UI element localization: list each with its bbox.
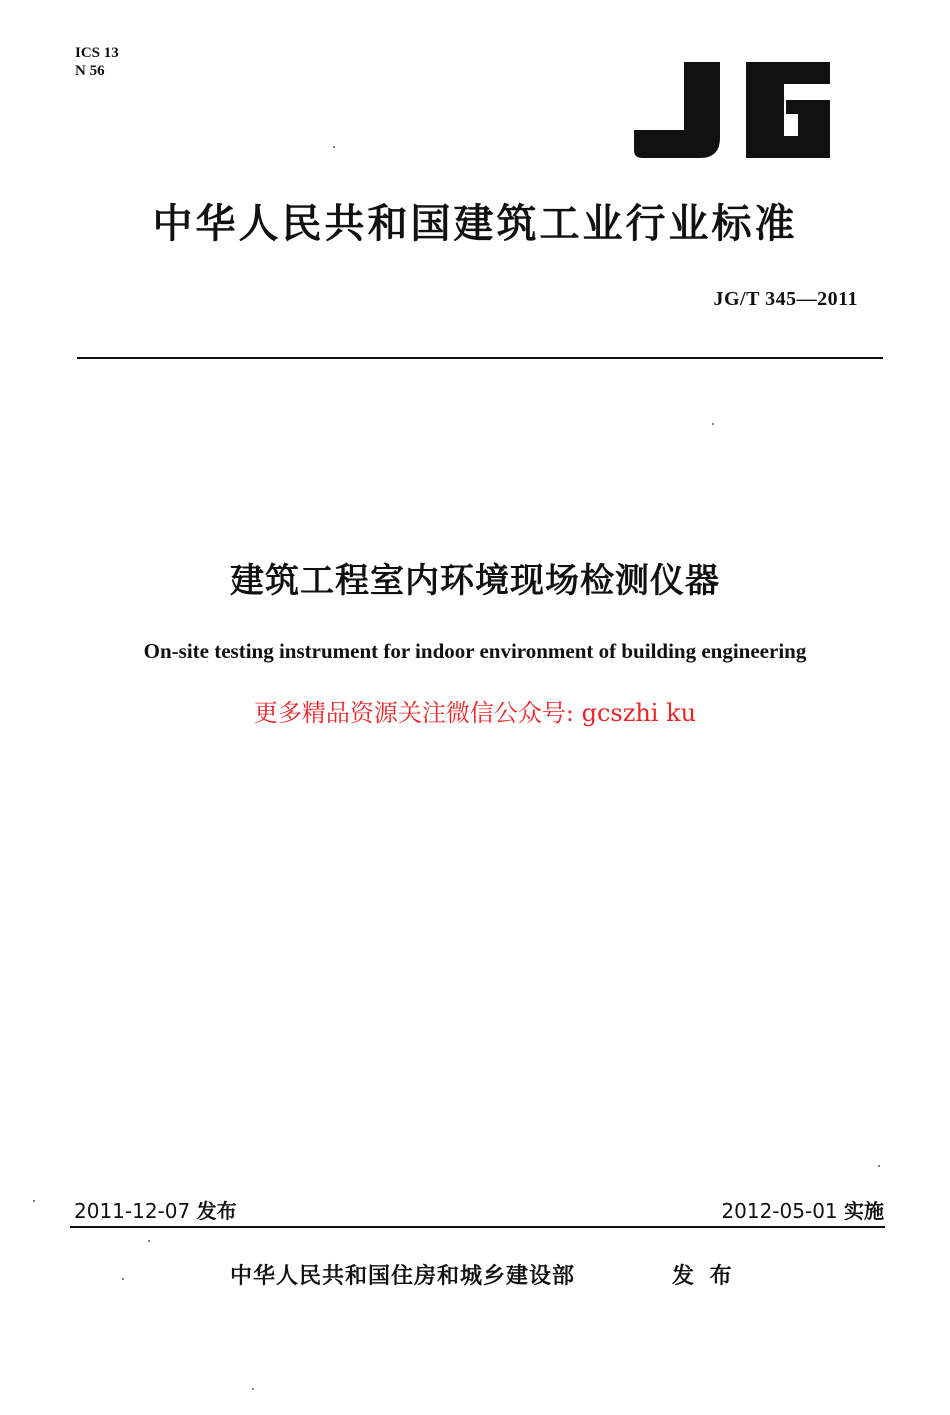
scan-speck <box>878 1165 880 1167</box>
ccs-code: N 56 <box>75 63 105 79</box>
issue-date: 2011-12-07 <box>74 1199 191 1223</box>
issue-date-line <box>74 1195 237 1224</box>
scan-speck <box>33 1200 35 1202</box>
classification-codes <box>75 44 119 80</box>
scan-speck <box>712 423 714 425</box>
implementation-date: 2012-05-01 <box>721 1199 838 1223</box>
standard-category-title: 中华人民共和国建筑工业行业标准 <box>152 201 798 247</box>
scan-speck <box>252 1388 254 1390</box>
document-title-english: On-site testing instrument for indoor environment of building engineering <box>143 639 807 663</box>
jg-logo <box>634 62 830 158</box>
implementation-date-line <box>721 1195 884 1224</box>
ics-code: ICS 13 <box>75 45 119 61</box>
scan-speck <box>333 146 335 148</box>
scan-speck <box>148 1240 150 1242</box>
watermark-notice: 更多精品资源关注微信公众号: gcszhi ku <box>253 699 697 727</box>
standard-number: JG/T 345—2011 <box>713 288 858 310</box>
footer-divider <box>70 1226 885 1228</box>
issuing-authority: 中华人民共和国住房和城乡建设部 <box>230 1264 576 1289</box>
issue-label: 发布 <box>196 1199 237 1223</box>
document-title-chinese: 建筑工程室内环境现场检测仪器 <box>230 561 720 601</box>
header-divider <box>77 357 883 359</box>
implementation-label: 实施 <box>844 1199 884 1223</box>
issue-word: 发 布 <box>672 1264 736 1289</box>
scan-speck <box>122 1278 124 1280</box>
